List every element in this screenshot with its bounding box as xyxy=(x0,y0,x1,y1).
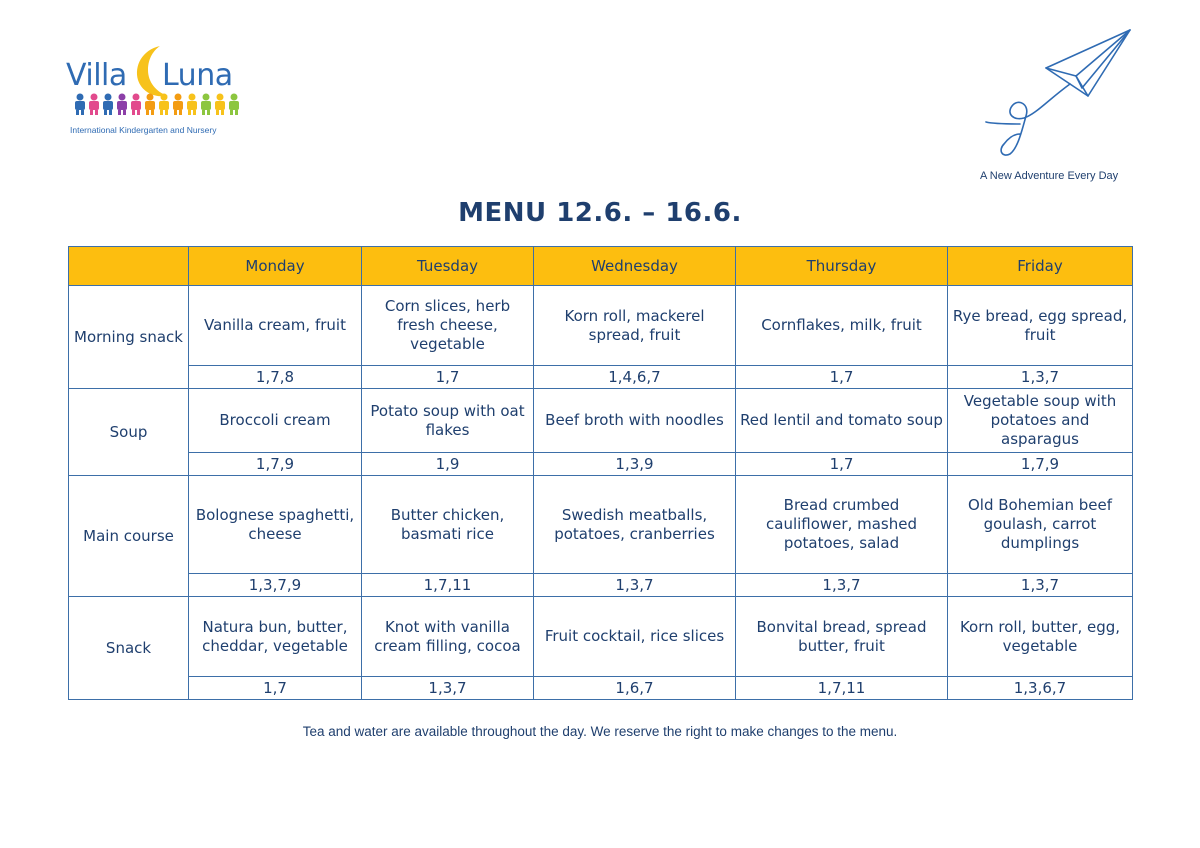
dish-cell: Potato soup with oat flakes xyxy=(362,389,534,453)
dish-cell: Red lentil and tomato soup xyxy=(736,389,948,453)
meal-label: Soup xyxy=(69,389,189,476)
dish-cell: Korn roll, mackerel spread, fruit xyxy=(534,286,736,366)
allergen-cell: 1,7,8 xyxy=(189,366,362,389)
meal-label: Morning snack xyxy=(69,286,189,389)
header-row xyxy=(69,247,1133,286)
page-title: MENU 12.6. – 16.6. xyxy=(458,198,742,228)
dish-row xyxy=(69,476,1133,574)
allergen-cell: 1,7 xyxy=(362,366,534,389)
dish-cell: Bonvital bread, spread butter, fruit xyxy=(736,597,948,677)
allergen-cell: 1,4,6,7 xyxy=(534,366,736,389)
logo-word-luna: Luna xyxy=(162,58,233,93)
dish-cell: Bread crumbed cauliflower, mashed potatoes, salad xyxy=(736,476,948,574)
dish-cell: Fruit cocktail, rice slices xyxy=(534,597,736,677)
day-header: Wednesday xyxy=(534,247,736,286)
dish-cell: Korn roll, butter, egg, vegetable xyxy=(948,597,1133,677)
allergen-row xyxy=(69,366,1133,389)
dish-cell: Swedish meatballs, potatoes, cranberries xyxy=(534,476,736,574)
dish-cell: Old Bohemian beef goulash, carrot dumplings xyxy=(948,476,1133,574)
allergen-cell: 1,3,7 xyxy=(736,574,948,597)
meal-label: Snack xyxy=(69,597,189,700)
header-corner xyxy=(69,247,189,286)
dish-cell: Beef broth with noodles xyxy=(534,389,736,453)
dish-cell: Bolognese spaghetti, cheese xyxy=(189,476,362,574)
allergen-cell: 1,3,7 xyxy=(948,574,1133,597)
allergen-cell: 1,9 xyxy=(362,453,534,476)
dish-cell: Cornflakes, milk, fruit xyxy=(736,286,948,366)
day-header: Monday xyxy=(189,247,362,286)
dish-cell: Corn slices, herb fresh cheese, vegetable xyxy=(362,286,534,366)
day-header: Friday xyxy=(948,247,1133,286)
allergen-cell: 1,7,9 xyxy=(189,453,362,476)
allergen-cell: 1,3,9 xyxy=(534,453,736,476)
allergen-row xyxy=(69,677,1133,700)
dish-row xyxy=(69,389,1133,453)
day-header: Thursday xyxy=(736,247,948,286)
dish-cell: Broccoli cream xyxy=(189,389,362,453)
allergen-row xyxy=(69,574,1133,597)
dish-row xyxy=(69,286,1133,366)
allergen-cell: 1,3,7,9 xyxy=(189,574,362,597)
allergen-cell: 1,7 xyxy=(736,366,948,389)
villa-luna-logo xyxy=(66,42,256,142)
allergen-cell: 1,6,7 xyxy=(534,677,736,700)
meal-label: Main course xyxy=(69,476,189,597)
dish-cell: Vanilla cream, fruit xyxy=(189,286,362,366)
menu-table xyxy=(68,246,1133,700)
allergen-cell: 1,7,11 xyxy=(736,677,948,700)
dish-cell: Vegetable soup with potatoes and asparagus xyxy=(948,389,1133,453)
tagline: A New Adventure Every Day xyxy=(980,170,1119,182)
allergen-cell: 1,3,6,7 xyxy=(948,677,1133,700)
day-header: Tuesday xyxy=(362,247,534,286)
logo-subtitle: International Kindergarten and Nursery xyxy=(70,125,217,135)
allergen-cell: 1,7,11 xyxy=(362,574,534,597)
allergen-cell: 1,7 xyxy=(736,453,948,476)
paper-plane-icon xyxy=(978,26,1138,161)
dish-cell: Knot with vanilla cream filling, cocoa xyxy=(362,597,534,677)
logo-word-villa: Villa xyxy=(66,58,127,93)
dish-cell: Butter chicken, basmati rice xyxy=(362,476,534,574)
allergen-cell: 1,7 xyxy=(189,677,362,700)
allergen-cell: 1,7,9 xyxy=(948,453,1133,476)
dish-row xyxy=(69,597,1133,677)
dish-cell: Natura bun, butter, cheddar, vegetable xyxy=(189,597,362,677)
footer-note: Tea and water are available throughout the day. We reserve the right to make changes to the menu. xyxy=(302,724,898,739)
allergen-cell: 1,3,7 xyxy=(948,366,1133,389)
children-figures-icon xyxy=(72,92,242,116)
allergen-cell: 1,3,7 xyxy=(362,677,534,700)
allergen-cell: 1,3,7 xyxy=(534,574,736,597)
dish-cell: Rye bread, egg spread, fruit xyxy=(948,286,1133,366)
allergen-row xyxy=(69,453,1133,476)
